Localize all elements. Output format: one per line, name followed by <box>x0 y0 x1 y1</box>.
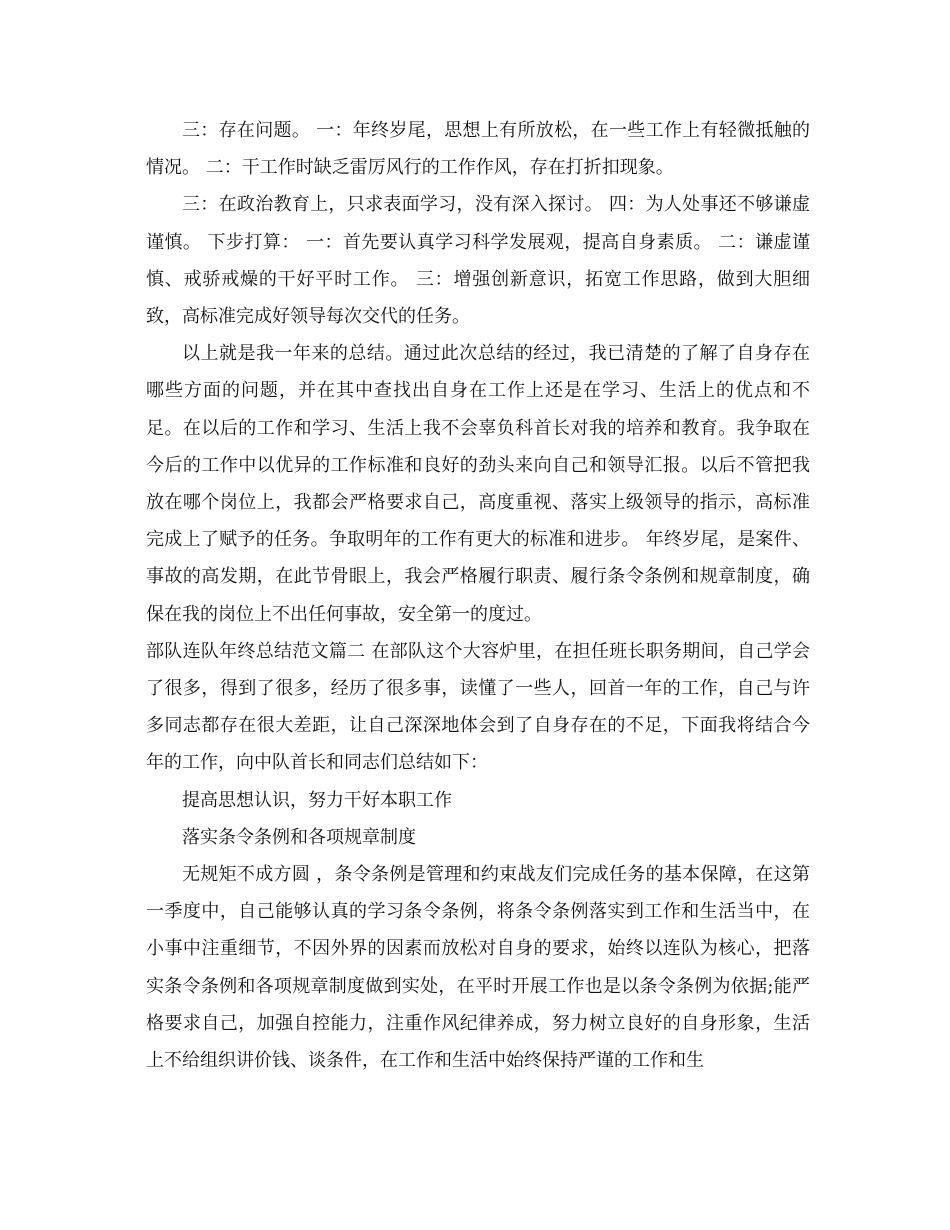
document-body <box>146 112 810 1079</box>
subheading-regulations: 落实条令条例和各项规章制度 <box>182 826 416 848</box>
paragraph-problems: 三：存在问题。 一：年终岁尾，思想上有所放松，在一些工作上有轻微抵触的情况。 二：干工作时缺乏雷厉风行的工作作风，存在打折扣现象。 <box>146 120 810 179</box>
paragraph-next-steps: 三：在政治教育上，只求表面学习，没有深入探讨。 四：为人处事还不够谦虚谨慎。 下步打算： 一：首先要认真学习科学发展观，提高自身素质。 二：谦虚谨慎、戒骄戒燥的干好平时工作。 三：增强创新意识，拓宽工作思路，做到大胆细致，高标准完成好领导每次交代的任务。 <box>146 194 810 328</box>
paragraph-regulations-detail: 无规矩不成方圆 ，条令条例是管理和约束战友们完成任务的基本保障，在这第一季度中，自己能够认真的学习条令条例，将条令条例落实到工作和生活当中，在小事中注重细节，不因外界的因素而放松对自身的要求，始终以连队为核心，把落实条令条例和各项规章制度做到实处，在平时开展工作也是以条令条例为依据;能严格要求自己，加强自控能力，注重作风纪律养成，努力树立良好的自身形象，生活上不给组织讲价钱、谈条件，在工作和生活中始终保持严谨的工作和生 <box>146 864 810 1072</box>
paragraph-section-two-intro: 部队连队年终总结范文篇二 在部队这个大容炉里，在担任班长职务期间，自己学会了很多，得到了很多，经历了很多事，读懂了一些人，回首一年的工作，自己与许多同志都存在很大差距，让自己深深地体会到了自身存在的不足，下面我将结合今年的工作，向中队首长和同志们总结如下： <box>146 640 810 774</box>
subheading-thinking: 提高思想认识，努力干好本职工作 <box>182 789 452 811</box>
paragraph-year-summary: 以上就是我一年来的总结。通过此次总结的经过，我已清楚的了解了自身存在哪些方面的问题，并在其中查找出自身在工作上还是在学习、生活上的优点和不足。在以后的工作和学习、生活上我不会辜负科首长对我的培养和教育。我争取在今后的工作中以优异的工作标准和良好的劲头来向自己和领导汇报。以后不管把我放在哪个岗位上，我都会严格要求自己，高度重视、落实上级领导的指示，高标准完成上了赋予的任务。争取明年的工作有更大的标准和进步。 年终岁尾，是案件、事故的高发期，在此节骨眼上，我会严格履行职责、履行条令条例和规章制度，确保在我的岗位上不出任何事故，安全第一的度过。 <box>146 343 810 625</box>
